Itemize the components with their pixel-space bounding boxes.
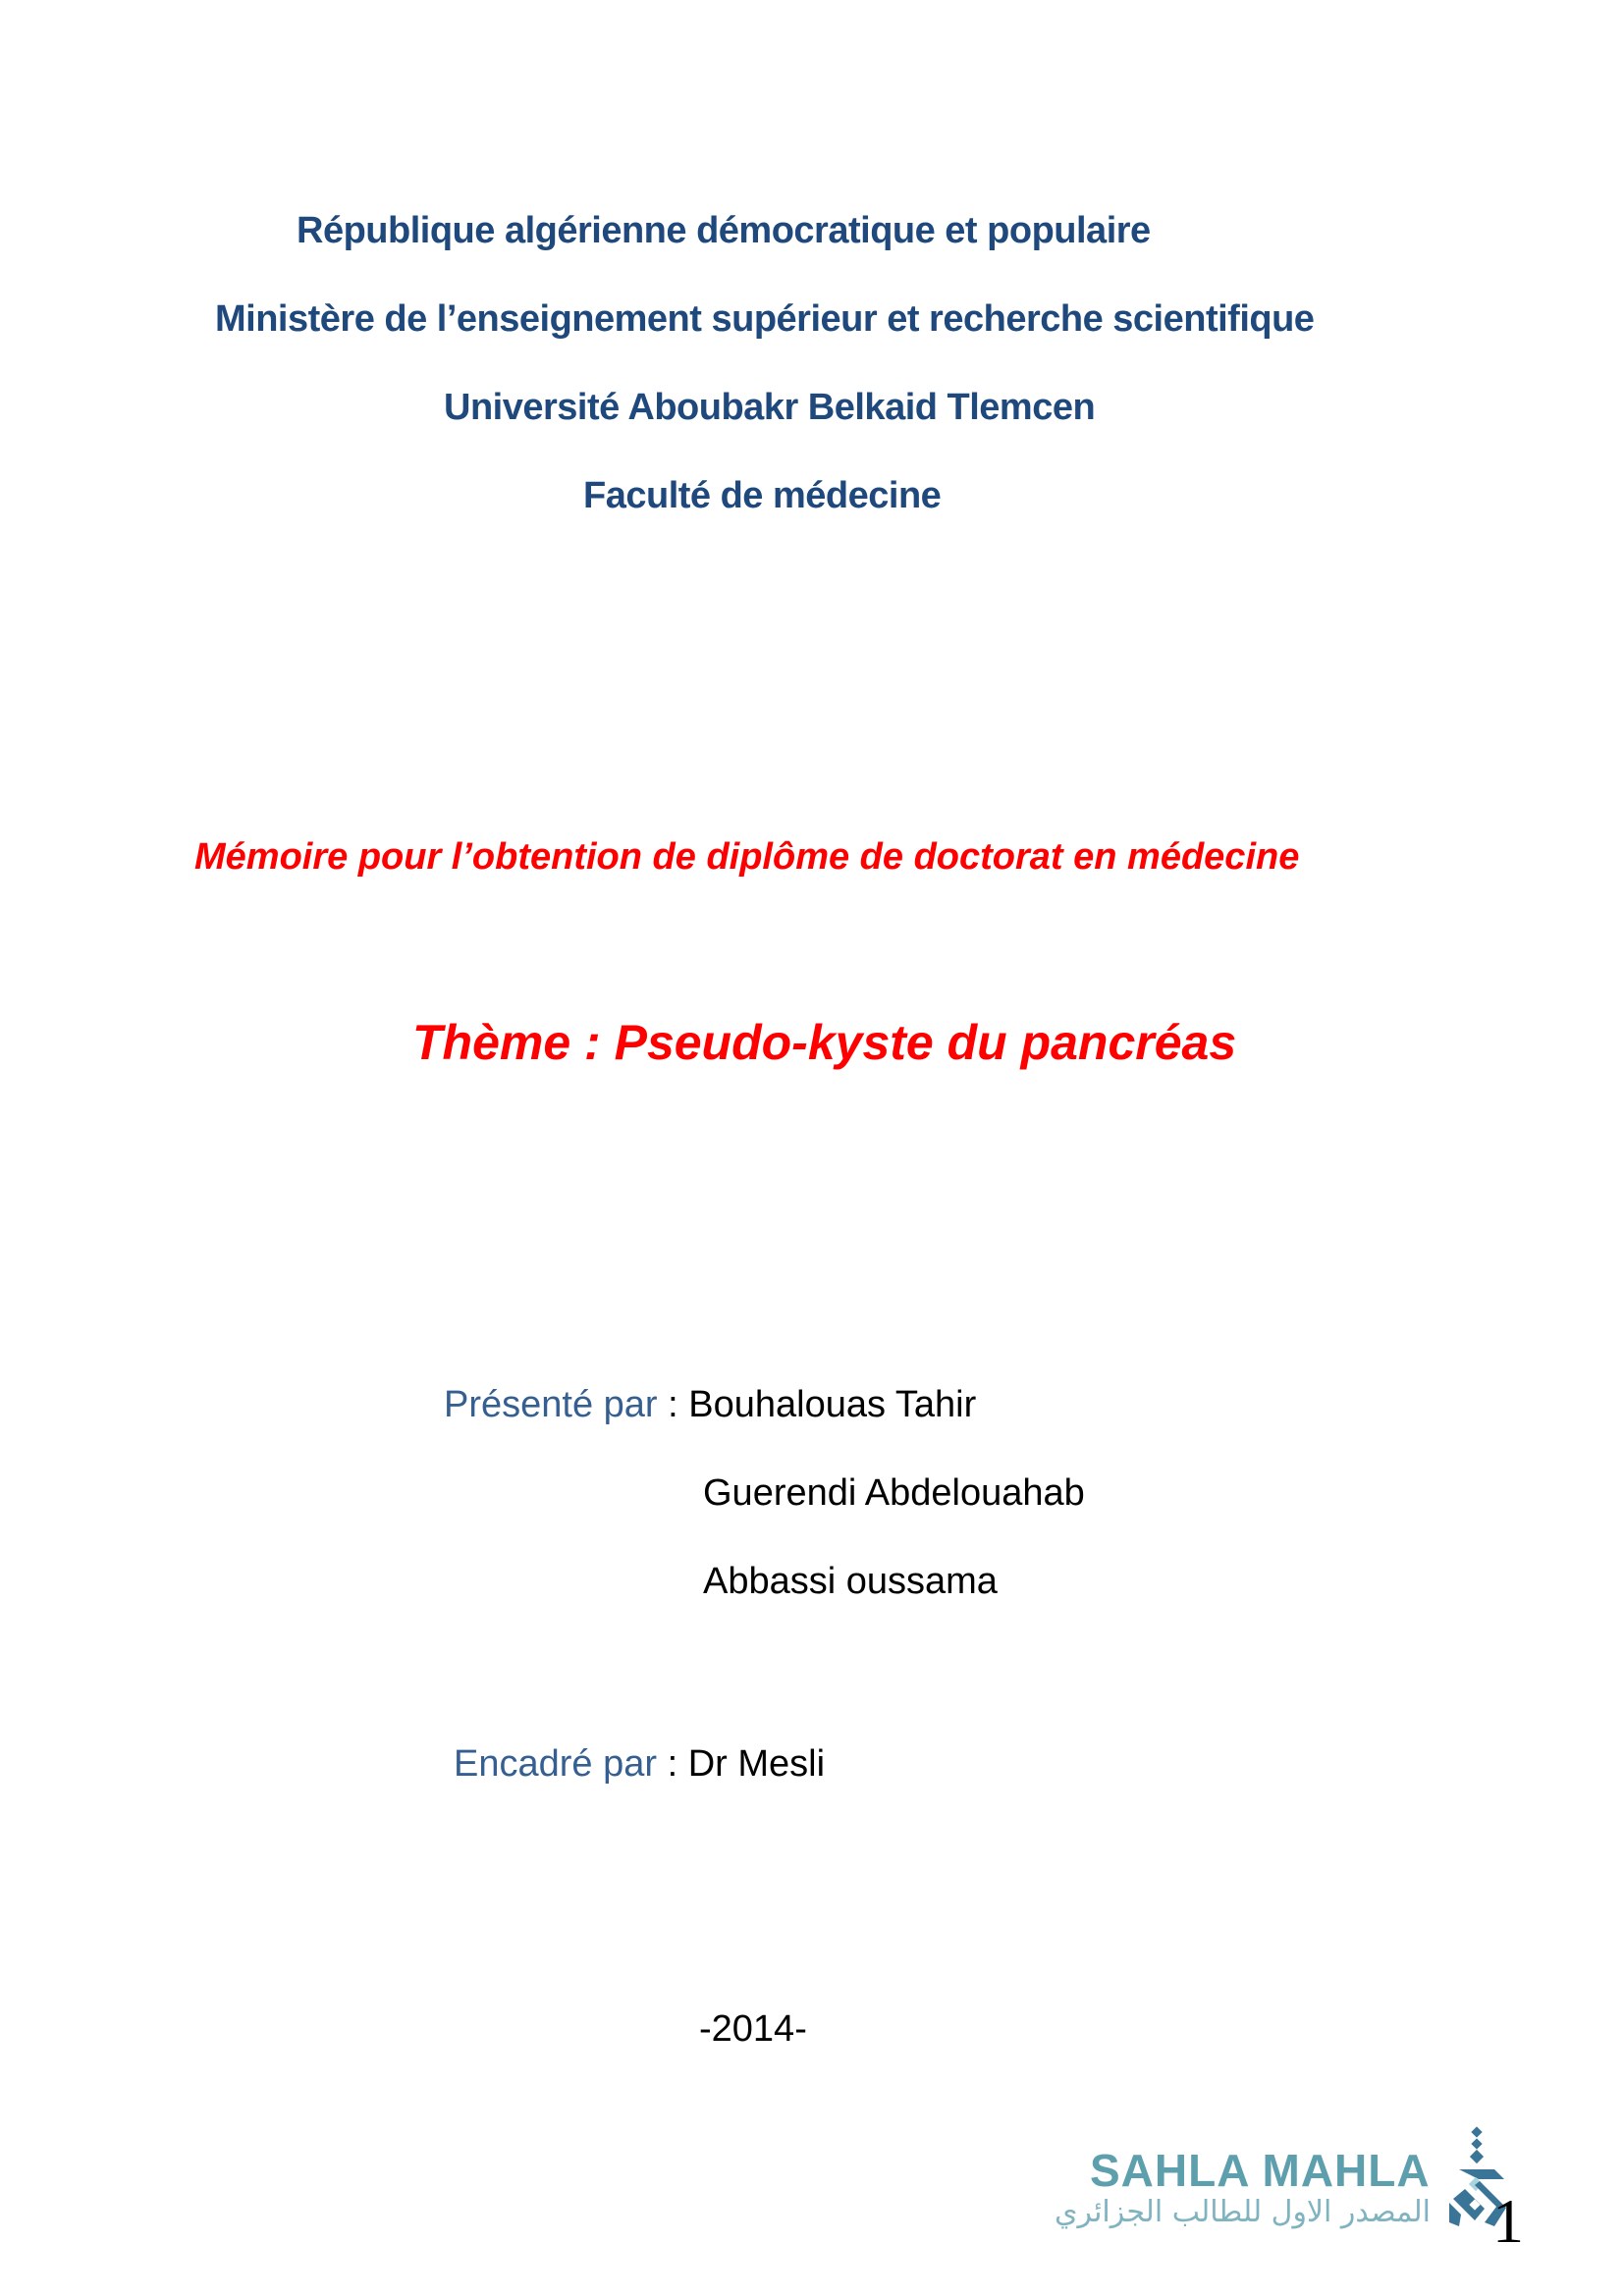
supervised-by-label: Encadré par <box>454 1743 658 1785</box>
header-university: Université Aboubakr Belkaid Tlemcen <box>444 387 1096 428</box>
logo-subtitle: المصدر الاول للطالب الجزائري <box>1055 2195 1431 2229</box>
page-number: 1 <box>1492 2186 1524 2256</box>
sahla-mahla-logo <box>1055 2124 1542 2242</box>
supervised-by-row <box>454 1743 825 1786</box>
supervised-by-separator: : <box>657 1743 688 1785</box>
logo-title: SAHLA MAHLA <box>1090 2145 1431 2196</box>
memoire-subtitle: Mémoire pour l’obtention de diplôme de doctorat en médecine <box>194 836 1300 878</box>
supervisor-name: Dr Mesli <box>687 1743 826 1785</box>
header-republic: République algérienne démocratique et populaire <box>297 210 1151 251</box>
header-ministry: Ministère de l’enseignement supérieur et recherche scientifique <box>215 298 1315 340</box>
presented-by-row <box>444 1384 976 1426</box>
author-name: Abbassi oussama <box>703 1561 998 1602</box>
header-faculty: Faculté de médecine <box>583 475 942 516</box>
author-name: Bouhalouas Tahir <box>688 1384 977 1425</box>
year: -2014- <box>699 2008 807 2050</box>
presented-by-separator: : <box>657 1384 689 1425</box>
theme-title: Thème : Pseudo-kyste du pancréas <box>412 1015 1237 1070</box>
presented-by-label: Présenté par <box>444 1384 658 1425</box>
author-name: Guerendi Abdelouahab <box>703 1472 1085 1514</box>
